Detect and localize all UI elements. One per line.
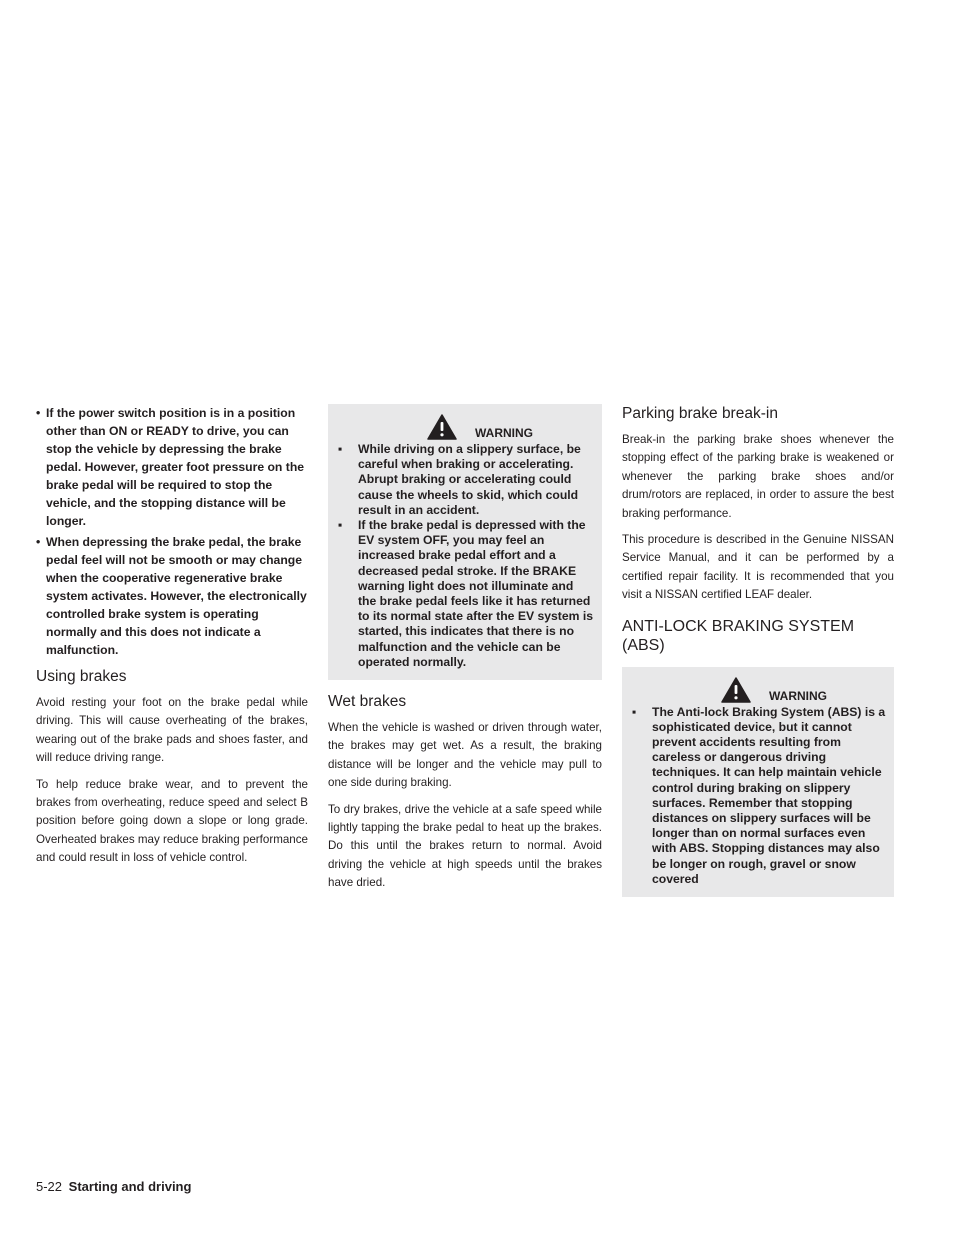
- warning-box: [328, 404, 602, 680]
- paragraph: When the vehicle is washed or driven through water, the brakes may get wet. As a result, the braking distance will be longer and the vehicle may pull to one side during braking.: [328, 721, 602, 790]
- warning-title: WARNING: [769, 688, 827, 703]
- section-heading-abs: ANTI-LOCK BRAKING SYSTEM (ABS): [622, 617, 855, 654]
- paragraph: To help reduce brake wear, and to prevent the brakes from overheating, reduce speed and select B position before going down a slope or long grade. Overheated brakes may reduce braking performance and could result in loss of vehicle control.: [36, 777, 308, 865]
- column-3: [622, 404, 894, 897]
- list-item: ▪ If the brake pedal is depressed with the EV system OFF, you may feel an increased brake pedal effort and a decreased pedal stroke. If the BRAKE warning light does not illuminate and the brake pedal feels like it has returned to its normal state after the EV system is started, this indicates that there is no malfunction and the vehicle can be operated normally.: [338, 518, 594, 669]
- paragraph: Avoid resting your foot on the brake pedal while driving. This will cause overheating of the brakes, wearing out of the brake pads and shoes faster, and will reduce driving range.: [36, 696, 308, 765]
- warning-title: WARNING: [475, 426, 533, 440]
- warning-triangle-icon: [427, 414, 457, 440]
- column-2: [328, 404, 602, 901]
- list-item: • If the power switch position is in a position other than ON or READY to drive, you can stop the vehicle by depressing the brake pedal. However, greater foot pressure on the brake pedal will be required to stop the vehicle, and the stopping distance will be longer.: [36, 406, 305, 528]
- warning-header: [630, 677, 886, 705]
- page-footer: [36, 1179, 191, 1194]
- warning-box-abs: [622, 667, 894, 897]
- paragraph: To dry brakes, drive the vehicle at a safe speed while lightly tapping the brake pedal to heat up the brakes. Do this until the brakes return to normal. Avoid driving the vehicle at high speeds until the brakes have dried.: [328, 802, 602, 890]
- square-bullet-icon: ▪: [338, 518, 343, 533]
- page-number: 5-22: [36, 1179, 63, 1194]
- section-heading-wet-brakes: Wet brakes: [328, 693, 407, 711]
- list-item: • When depressing the brake pedal, the brake pedal feel will not be smooth or may change when the cooperative regenerative brake system activates. However, the electronically controlled brake system is operating normally and this does not indicate a malfunction.: [36, 535, 307, 657]
- square-bullet-icon: ▪: [338, 442, 343, 456]
- square-bullet-icon: ▪: [632, 704, 637, 719]
- warning-list: [630, 705, 886, 887]
- bullet-icon: •: [36, 535, 41, 549]
- paragraph: This procedure is described in the Genuine NISSAN Service Manual, and it can be performed by a certified repair facility. It is recommended that you visit a NISSAN certified LEAF dealer.: [622, 533, 894, 602]
- column-1: [36, 404, 308, 876]
- warning-header: [336, 414, 594, 442]
- section-name: Starting and driving: [68, 1179, 192, 1194]
- list-item: ▪ The Anti-lock Braking System (ABS) is a sophisticated device, but it cannot prevent accidents resulting from careless or dangerous driving techniques. It can help maintain vehicle control during braking on slippery surfaces. Remember that stopping distances on slippery surfaces will be longer than on normal surfaces even with ABS. Stopping distances may also be longer on rough, gravel or snow covered: [632, 704, 886, 886]
- section-heading-using-brakes: Using brakes: [36, 668, 127, 685]
- warning-list: [336, 442, 594, 670]
- bullet-icon: •: [36, 406, 41, 420]
- warning-triangle-icon: [721, 677, 751, 703]
- bold-bullet-list: [36, 404, 308, 659]
- section-heading-parking-brake: Parking brake break-in: [622, 405, 778, 422]
- paragraph: Break-in the parking brake shoes whenever the stopping effect of the parking brake is weakened or whenever the parking brake shoes and/or drum/rotors are replaced, in order to assure the best braking performance.: [622, 433, 894, 520]
- list-item: ▪ While driving on a slippery surface, be careful when braking or accelerating. Abrupt braking or accelerating could cause the wheels to skid, which could result in an accident.: [338, 442, 581, 517]
